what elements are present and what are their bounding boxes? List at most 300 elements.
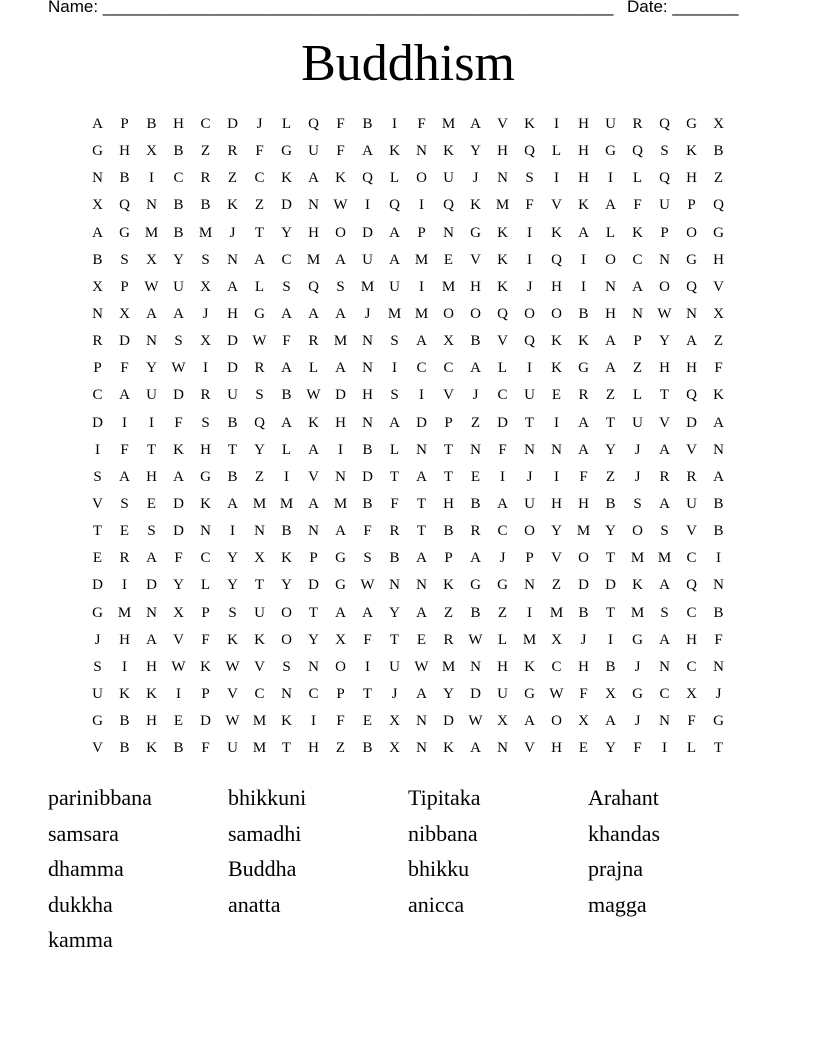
grid-letter: V	[173, 631, 184, 648]
grid-letter: A	[416, 550, 427, 567]
grid-letter: E	[119, 523, 130, 540]
grid-letter: Z	[470, 414, 481, 431]
grid-letter: G	[686, 251, 697, 268]
grid-letter: V	[227, 686, 238, 703]
grid-letter: S	[363, 550, 372, 567]
grid-letter: A	[389, 414, 400, 431]
grid-letter: U	[308, 143, 319, 160]
word-list	[48, 780, 768, 958]
grid-letter: Z	[254, 468, 265, 485]
grid-letter: A	[308, 441, 319, 458]
grid-letter: N	[362, 414, 373, 431]
grid-letter: X	[713, 116, 724, 133]
grid-letter: T	[416, 496, 427, 513]
grid-letter: N	[659, 658, 670, 675]
grid-letter: H	[227, 306, 238, 323]
grid-letter: N	[497, 740, 508, 757]
grid-row	[84, 247, 732, 274]
grid-letter: Q	[254, 414, 265, 431]
grid-letter: A	[119, 468, 130, 485]
grid-letter: M	[414, 251, 429, 268]
grid-letter: A	[686, 333, 697, 350]
grid-letter: B	[173, 143, 184, 160]
grid-letter: R	[119, 550, 130, 567]
grid-letter: B	[389, 550, 400, 567]
grid-letter: N	[308, 197, 319, 214]
grid-letter: R	[686, 468, 697, 485]
word-list-item: Tipitaka	[408, 785, 481, 810]
grid-letter: D	[227, 116, 238, 133]
grid-letter: K	[551, 333, 562, 350]
grid-letter: M	[252, 740, 267, 757]
grid-letter: U	[173, 278, 184, 295]
grid-letter: P	[201, 686, 210, 703]
grid-letter: V	[92, 740, 103, 757]
grid-letter: Y	[281, 224, 292, 241]
grid-letter: B	[578, 604, 589, 621]
word-list-item: bhikku	[408, 856, 470, 882]
grid-letter: M	[495, 197, 510, 214]
grid-letter: F	[336, 116, 345, 133]
grid-letter: A	[146, 631, 157, 648]
grid-letter: C	[254, 170, 265, 187]
grid-letter: A	[605, 333, 616, 350]
grid-letter: J	[229, 224, 236, 241]
grid-letter: A	[470, 740, 481, 757]
grid-letter: J	[526, 468, 533, 485]
grid-letter: U	[497, 686, 508, 703]
grid-letter: F	[714, 360, 723, 377]
grid-row	[84, 518, 732, 545]
grid-letter: B	[173, 197, 184, 214]
grid-letter: R	[389, 523, 400, 540]
grid-letter: D	[308, 577, 319, 594]
grid-letter: B	[470, 496, 481, 513]
grid-letter: N	[686, 306, 697, 323]
grid-letter: E	[146, 496, 157, 513]
grid-letter: I	[419, 278, 424, 295]
grid-letter: A	[659, 577, 670, 594]
grid-letter: W	[468, 713, 483, 730]
grid-letter: X	[578, 713, 589, 730]
grid-letter: Q	[524, 143, 535, 160]
grid-letter: I	[554, 414, 559, 431]
grid-letter: R	[443, 631, 454, 648]
grid-letter: E	[362, 713, 373, 730]
grid-letter: Z	[713, 333, 724, 350]
grid-letter: T	[605, 604, 616, 621]
grid-letter: P	[633, 333, 642, 350]
grid-row	[84, 138, 732, 165]
grid-letter: R	[254, 360, 265, 377]
grid-letter: T	[713, 740, 724, 757]
grid-letter: O	[281, 604, 292, 621]
grid-letter: K	[146, 686, 157, 703]
grid-letter: J	[634, 658, 641, 675]
grid-row	[84, 220, 732, 247]
word-list-item: parinibbana	[48, 785, 152, 810]
grid-letter: I	[230, 523, 235, 540]
grid-letter: G	[119, 224, 130, 241]
letter-grid	[84, 111, 732, 762]
grid-letter: N	[416, 577, 427, 594]
grid-letter: K	[578, 333, 589, 350]
grid-letter: K	[281, 170, 292, 187]
grid-letter: F	[201, 631, 210, 648]
grid-letter: P	[93, 360, 102, 377]
grid-letter: W	[171, 658, 186, 675]
grid-letter: N	[281, 686, 292, 703]
grid-letter: T	[254, 224, 265, 241]
word-list-item: bhikkuni	[228, 785, 307, 810]
word-list-item: samadhi	[228, 820, 302, 846]
grid-letter: Z	[443, 604, 454, 621]
grid-row	[84, 491, 732, 518]
grid-letter: J	[634, 468, 641, 485]
grid-letter: S	[390, 333, 399, 350]
grid-letter: Z	[551, 577, 562, 594]
grid-letter: A	[659, 441, 670, 458]
grid-letter: M	[441, 278, 456, 295]
grid-letter: B	[605, 496, 616, 513]
grid-letter: A	[605, 713, 616, 730]
grid-letter: L	[254, 278, 265, 295]
grid-letter: Z	[605, 468, 616, 485]
grid-letter: G	[254, 306, 265, 323]
grid-letter: X	[119, 306, 130, 323]
grid-letter: I	[311, 713, 316, 730]
grid-letter: H	[551, 496, 562, 513]
grid-letter: A	[713, 414, 724, 431]
grid-letter: L	[281, 441, 292, 458]
grid-letter: E	[551, 387, 562, 404]
grid-letter: K	[470, 197, 481, 214]
grid-letter: C	[173, 170, 184, 187]
grid-letter: K	[389, 143, 400, 160]
grid-letter: V	[551, 550, 562, 567]
grid-row	[84, 165, 732, 192]
grid-letter: Y	[173, 251, 184, 268]
grid-letter: X	[335, 631, 346, 648]
grid-letter: Q	[308, 116, 319, 133]
grid-letter: O	[686, 224, 697, 241]
grid-letter: K	[173, 441, 184, 458]
grid-letter: O	[551, 713, 562, 730]
grid-letter: A	[335, 251, 346, 268]
grid-letter: K	[497, 251, 508, 268]
grid-row	[84, 654, 732, 681]
grid-letter: L	[200, 577, 211, 594]
grid-letter: N	[416, 740, 427, 757]
grid-letter: G	[92, 143, 103, 160]
date-field[interactable]	[627, 0, 739, 17]
grid-letter: H	[551, 740, 562, 757]
grid-letter: N	[308, 658, 319, 675]
grid-letter: B	[200, 197, 211, 214]
grid-letter: B	[119, 740, 130, 757]
grid-letter: G	[713, 713, 724, 730]
grid-letter: I	[716, 550, 721, 567]
grid-letter: D	[578, 577, 589, 594]
grid-letter: M	[522, 631, 537, 648]
grid-letter: V	[254, 658, 265, 675]
grid-letter: S	[93, 658, 102, 675]
grid-letter: O	[335, 658, 346, 675]
grid-letter: R	[578, 387, 589, 404]
grid-letter: F	[336, 713, 345, 730]
grid-letter: A	[335, 604, 346, 621]
grid-row	[84, 572, 732, 599]
grid-letter: T	[308, 604, 319, 621]
grid-letter: I	[500, 468, 505, 485]
grid-letter: B	[713, 143, 724, 160]
grid-letter: K	[119, 686, 130, 703]
grid-letter: C	[254, 686, 265, 703]
grid-letter: D	[173, 387, 184, 404]
word-list-item: nibbana	[408, 820, 478, 846]
grid-letter: D	[173, 523, 184, 540]
grid-letter: N	[146, 197, 157, 214]
grid-letter: G	[92, 604, 103, 621]
grid-letter: A	[605, 360, 616, 377]
grid-letter: G	[632, 686, 643, 703]
grid-letter: U	[146, 387, 157, 404]
grid-letter: Y	[443, 686, 454, 703]
grid-letter: F	[174, 414, 183, 431]
grid-letter: B	[713, 523, 724, 540]
grid-letter: N	[497, 170, 508, 187]
grid-letter: R	[92, 333, 103, 350]
grid-letter: D	[362, 468, 373, 485]
grid-letter: J	[391, 686, 398, 703]
grid-letter: T	[146, 441, 157, 458]
grid-letter: O	[659, 278, 670, 295]
grid-letter: C	[659, 686, 670, 703]
word-list-item: magga	[588, 891, 647, 917]
grid-letter: F	[390, 496, 399, 513]
grid-letter: I	[527, 360, 532, 377]
grid-letter: Z	[632, 360, 643, 377]
grid-letter: Q	[713, 197, 724, 214]
grid-letter: I	[365, 658, 370, 675]
grid-letter: N	[551, 441, 562, 458]
grid-letter: J	[256, 116, 263, 133]
grid-letter: N	[335, 468, 346, 485]
grid-letter: H	[578, 658, 589, 675]
grid-letter: V	[308, 468, 319, 485]
grid-letter: L	[389, 441, 400, 458]
grid-letter: Y	[146, 360, 157, 377]
grid-letter: Q	[524, 333, 535, 350]
grid-letter: N	[362, 360, 373, 377]
grid-letter: I	[392, 116, 397, 133]
word-list-item: Buddha	[228, 856, 297, 882]
grid-letter: H	[119, 143, 130, 160]
grid-letter: K	[200, 496, 211, 513]
grid-letter: G	[578, 360, 589, 377]
grid-letter: A	[632, 278, 643, 295]
grid-letter: T	[389, 631, 400, 648]
grid-letter: D	[281, 197, 292, 214]
grid-letter: A	[497, 496, 508, 513]
grid-letter: I	[527, 604, 532, 621]
grid-letter: I	[527, 224, 532, 241]
grid-row	[84, 301, 732, 328]
grid-letter: A	[389, 224, 400, 241]
name-field[interactable]	[48, 0, 613, 17]
grid-letter: S	[93, 468, 102, 485]
grid-letter: N	[308, 523, 319, 540]
grid-letter: S	[660, 523, 669, 540]
grid-letter: L	[497, 360, 508, 377]
grid-letter: I	[149, 170, 154, 187]
grid-row	[84, 111, 732, 138]
grid-letter: G	[281, 143, 292, 160]
grid-letter: O	[524, 523, 535, 540]
grid-row	[84, 708, 732, 735]
grid-letter: H	[605, 306, 616, 323]
grid-letter: F	[498, 441, 507, 458]
grid-letter: N	[389, 577, 400, 594]
grid-letter: F	[336, 143, 345, 160]
grid-letter: S	[525, 170, 534, 187]
grid-letter: Y	[605, 523, 616, 540]
grid-letter: N	[227, 251, 238, 268]
grid-letter: K	[551, 360, 562, 377]
grid-letter: Q	[389, 197, 400, 214]
grid-letter: N	[416, 143, 427, 160]
grid-letter: D	[227, 360, 238, 377]
grid-letter: W	[657, 306, 672, 323]
grid-letter: K	[443, 577, 454, 594]
grid-letter: B	[362, 116, 373, 133]
word-list-item: dukkha	[48, 891, 113, 917]
grid-row	[84, 437, 732, 464]
grid-letter: X	[551, 631, 562, 648]
grid-letter: D	[443, 713, 454, 730]
grid-letter: T	[92, 523, 103, 540]
grid-letter: N	[524, 577, 535, 594]
grid-letter: Q	[686, 278, 697, 295]
grid-letter: B	[605, 658, 616, 675]
grid-letter: M	[441, 116, 456, 133]
grid-letter: K	[335, 170, 346, 187]
grid-letter: M	[252, 713, 267, 730]
grid-letter: S	[633, 496, 642, 513]
grid-letter: F	[120, 441, 129, 458]
grid-letter: J	[364, 306, 371, 323]
grid-letter: P	[336, 686, 345, 703]
grid-letter: I	[419, 197, 424, 214]
grid-letter: N	[470, 441, 481, 458]
grid-letter: D	[605, 577, 616, 594]
grid-letter: S	[120, 251, 129, 268]
grid-letter: R	[659, 468, 670, 485]
grid-letter: L	[389, 170, 400, 187]
grid-letter: K	[551, 224, 562, 241]
grid-letter: P	[120, 278, 129, 295]
grid-letter: D	[173, 496, 184, 513]
grid-letter: B	[443, 523, 454, 540]
grid-letter: H	[686, 360, 697, 377]
grid-letter: W	[171, 360, 186, 377]
grid-letter: A	[659, 496, 670, 513]
grid-letter: I	[365, 197, 370, 214]
grid-letter: V	[443, 387, 454, 404]
grid-letter: S	[660, 143, 669, 160]
grid-letter: H	[686, 170, 697, 187]
grid-letter: M	[306, 251, 321, 268]
grid-letter: I	[419, 387, 424, 404]
grid-row	[84, 410, 732, 437]
grid-letter: L	[605, 224, 616, 241]
grid-letter: P	[525, 550, 534, 567]
grid-letter: A	[308, 170, 319, 187]
grid-letter: B	[362, 496, 373, 513]
grid-letter: A	[470, 116, 481, 133]
grid-letter: H	[578, 116, 589, 133]
grid-letter: M	[441, 658, 456, 675]
grid-letter: N	[416, 441, 427, 458]
grid-letter: G	[713, 224, 724, 241]
grid-letter: F	[525, 197, 534, 214]
grid-letter: Y	[173, 577, 184, 594]
grid-letter: A	[578, 224, 589, 241]
grid-letter: D	[686, 414, 697, 431]
grid-letter: S	[201, 414, 210, 431]
grid-letter: A	[173, 306, 184, 323]
grid-letter: M	[252, 496, 267, 513]
grid-letter: O	[335, 224, 346, 241]
grid-letter: O	[281, 631, 292, 648]
grid-letter: H	[200, 441, 211, 458]
grid-letter: N	[524, 441, 535, 458]
grid-letter: P	[444, 550, 453, 567]
grid-letter: C	[686, 658, 697, 675]
grid-letter: H	[308, 224, 319, 241]
grid-letter: T	[605, 414, 616, 431]
grid-letter: A	[416, 604, 427, 621]
grid-letter: B	[362, 441, 373, 458]
grid-letter: N	[200, 523, 211, 540]
grid-letter: E	[470, 468, 481, 485]
grid-letter: R	[200, 170, 211, 187]
word-list-item: Arahant	[588, 785, 659, 810]
grid-letter: T	[416, 523, 427, 540]
grid-letter: S	[255, 387, 264, 404]
grid-letter: F	[255, 143, 264, 160]
grid-letter: A	[713, 468, 724, 485]
grid-letter: X	[200, 278, 211, 295]
grid-letter: Q	[551, 251, 562, 268]
grid-letter: T	[443, 468, 454, 485]
grid-letter: V	[713, 278, 724, 295]
grid-letter: T	[659, 387, 670, 404]
grid-letter: D	[362, 224, 373, 241]
grid-letter: W	[333, 197, 348, 214]
grid-letter: B	[173, 740, 184, 757]
grid-letter: C	[200, 116, 211, 133]
grid-letter: Q	[659, 170, 670, 187]
grid-letter: E	[443, 251, 454, 268]
grid-letter: Z	[254, 197, 265, 214]
grid-letter: A	[335, 360, 346, 377]
grid-letter: K	[281, 713, 292, 730]
grid-letter: K	[254, 631, 265, 648]
grid-letter: D	[227, 333, 238, 350]
grid-letter: Y	[605, 441, 616, 458]
grid-letter: K	[146, 740, 157, 757]
